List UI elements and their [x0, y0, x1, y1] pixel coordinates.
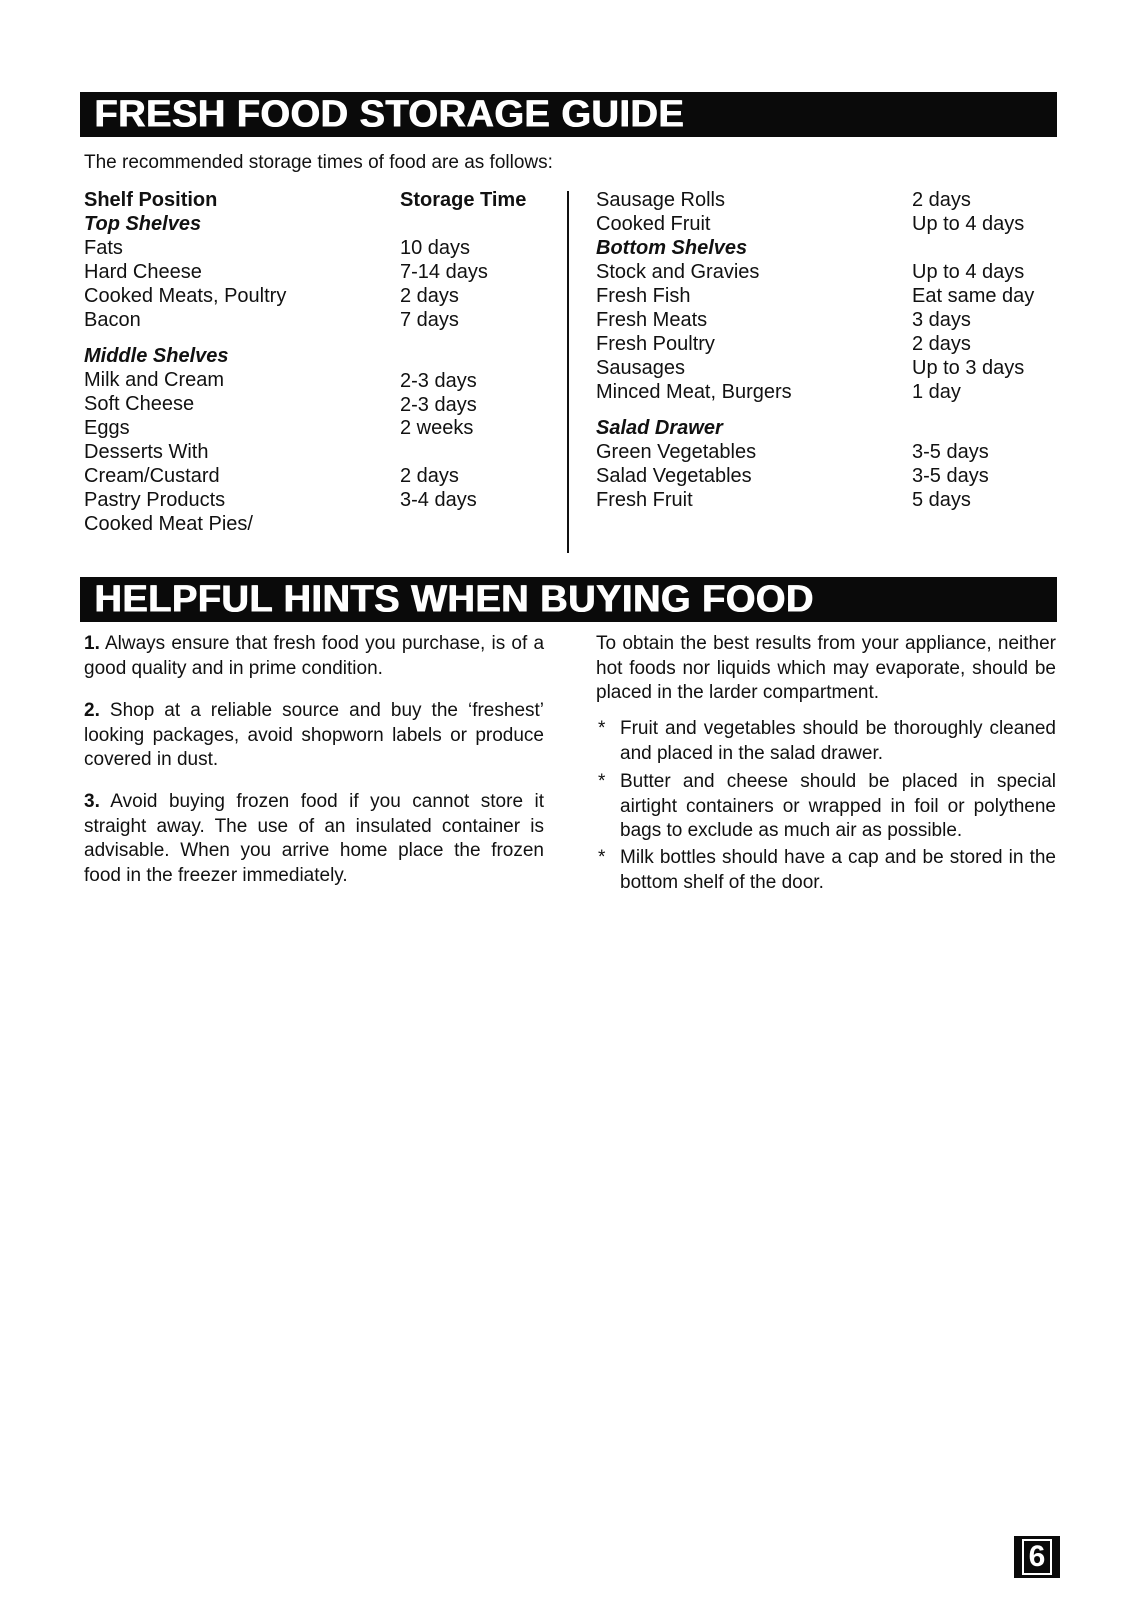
- food-item: Cooked Meats, Poultry: [84, 285, 287, 307]
- storage-guide-intro: The recommended storage times of food are as follows:: [84, 152, 553, 173]
- food-item: Sausage Rolls: [596, 189, 725, 211]
- storage-time: 1 day: [912, 381, 961, 403]
- storage-time: 2 weeks: [400, 417, 474, 439]
- food-item: Minced Meat, Burgers: [596, 381, 792, 403]
- food-item: Fresh Fish: [596, 285, 691, 307]
- food-item: Fresh Meats: [596, 309, 708, 331]
- food-item: Hard Cheese: [84, 261, 202, 283]
- bullet-star: *: [598, 847, 606, 868]
- storage-time: 5 days: [912, 489, 971, 511]
- bullet-item: [598, 717, 1056, 766]
- hints-title: HELPFUL HINTS WHEN BUYING FOOD: [94, 578, 814, 620]
- hint-number: 1.: [84, 633, 100, 654]
- storage-time: 3-4 days: [400, 489, 477, 511]
- storage-time: 10 days: [400, 237, 471, 259]
- food-item: Salad Vegetables: [596, 465, 752, 487]
- section-heading-salad-drawer: Salad Drawer: [596, 417, 723, 439]
- storage-time: 2 days: [400, 465, 459, 487]
- food-item: Cooked Meat Pies/: [84, 513, 253, 535]
- page-number: [1014, 1536, 1060, 1578]
- section-heading-bottom-shelves: Bottom Shelves: [596, 237, 748, 259]
- hints-banner: [80, 577, 1057, 622]
- food-item: Desserts With: [84, 441, 209, 463]
- storage-time: 2 days: [912, 189, 971, 211]
- food-item: Cooked Fruit: [596, 213, 711, 235]
- storage-guide-title: FRESH FOOD STORAGE GUIDE: [94, 93, 684, 135]
- bullet-text: Fruit and vegetables should be thoroughly cleaned and placed in the salad drawer.: [620, 718, 1056, 764]
- hint-number: 3.: [84, 791, 100, 812]
- page-number-label: 6: [1022, 1539, 1052, 1575]
- hint-text: Always ensure that fresh food you purchase, is of a good quality and in prime condition.: [84, 633, 545, 679]
- hint-text: Shop at a reliable source and buy the ‘freshest’ looking packages, avoid shopworn labels or produce covered in dust.: [84, 700, 545, 770]
- storage-time: Up to 4 days: [912, 213, 1025, 235]
- food-item: Bacon: [84, 309, 141, 331]
- storage-time: 3-5 days: [912, 441, 989, 463]
- storage-guide-banner: [80, 92, 1057, 137]
- column-header-shelf-position: Shelf Position: [84, 189, 218, 211]
- hint-2: [84, 699, 544, 773]
- hints-right-intro: To obtain the best results from your appliance, neither hot foods nor liquids which may evaporate, should be placed in the larder compartment.: [596, 633, 1056, 703]
- storage-time: 2 days: [912, 333, 971, 355]
- section-heading-top-shelves: Top Shelves: [84, 213, 202, 235]
- section-heading-middle-shelves: Middle Shelves: [84, 345, 229, 367]
- column-header-storage-time: Storage Time: [400, 189, 527, 211]
- storage-time: Up to 3 days: [912, 357, 1025, 379]
- food-item: Pastry Products: [84, 489, 226, 511]
- storage-time: 2-3 days: [400, 370, 477, 392]
- food-item: Sausages: [596, 357, 685, 379]
- storage-time: Up to 4 days: [912, 261, 1025, 283]
- food-item: Fresh Fruit: [596, 489, 693, 511]
- column-divider: [567, 191, 569, 553]
- hint-1: [84, 632, 544, 681]
- food-item: Cream/Custard: [84, 465, 220, 487]
- food-item: Fresh Poultry: [596, 333, 715, 355]
- bullet-item: [598, 770, 1056, 844]
- storage-time: Eat same day: [912, 285, 1035, 307]
- hint-number: 2.: [84, 700, 100, 721]
- food-item: Milk and Cream: [84, 369, 225, 391]
- storage-time: 2-3 days: [400, 394, 477, 416]
- bullet-star: *: [598, 771, 606, 792]
- food-item: Green Vegetables: [596, 441, 757, 463]
- storage-time: 2 days: [400, 285, 459, 307]
- bullet-item: [598, 846, 1056, 895]
- food-item: Stock and Gravies: [596, 261, 760, 283]
- food-item: Fats: [84, 237, 123, 259]
- bullet-star: *: [598, 718, 606, 739]
- bullet-text: Butter and cheese should be placed in special airtight containers or wrapped in foil or polythene bags to exclude as much air as possible.: [620, 771, 1056, 841]
- storage-time: 3 days: [912, 309, 971, 331]
- storage-time: 3-5 days: [912, 465, 989, 487]
- storage-time: 7 days: [400, 309, 459, 331]
- food-item: Soft Cheese: [84, 393, 195, 415]
- bullet-text: Milk bottles should have a cap and be stored in the bottom shelf of the door.: [620, 847, 1056, 893]
- food-item: Eggs: [84, 417, 130, 439]
- storage-time: 7-14 days: [400, 261, 488, 283]
- hint-3: [84, 790, 544, 888]
- hint-text: Avoid buying frozen food if you cannot store it straight away. The use of an insulated container is advisable. When you arrive home place the frozen food in the freezer immediately.: [84, 791, 544, 886]
